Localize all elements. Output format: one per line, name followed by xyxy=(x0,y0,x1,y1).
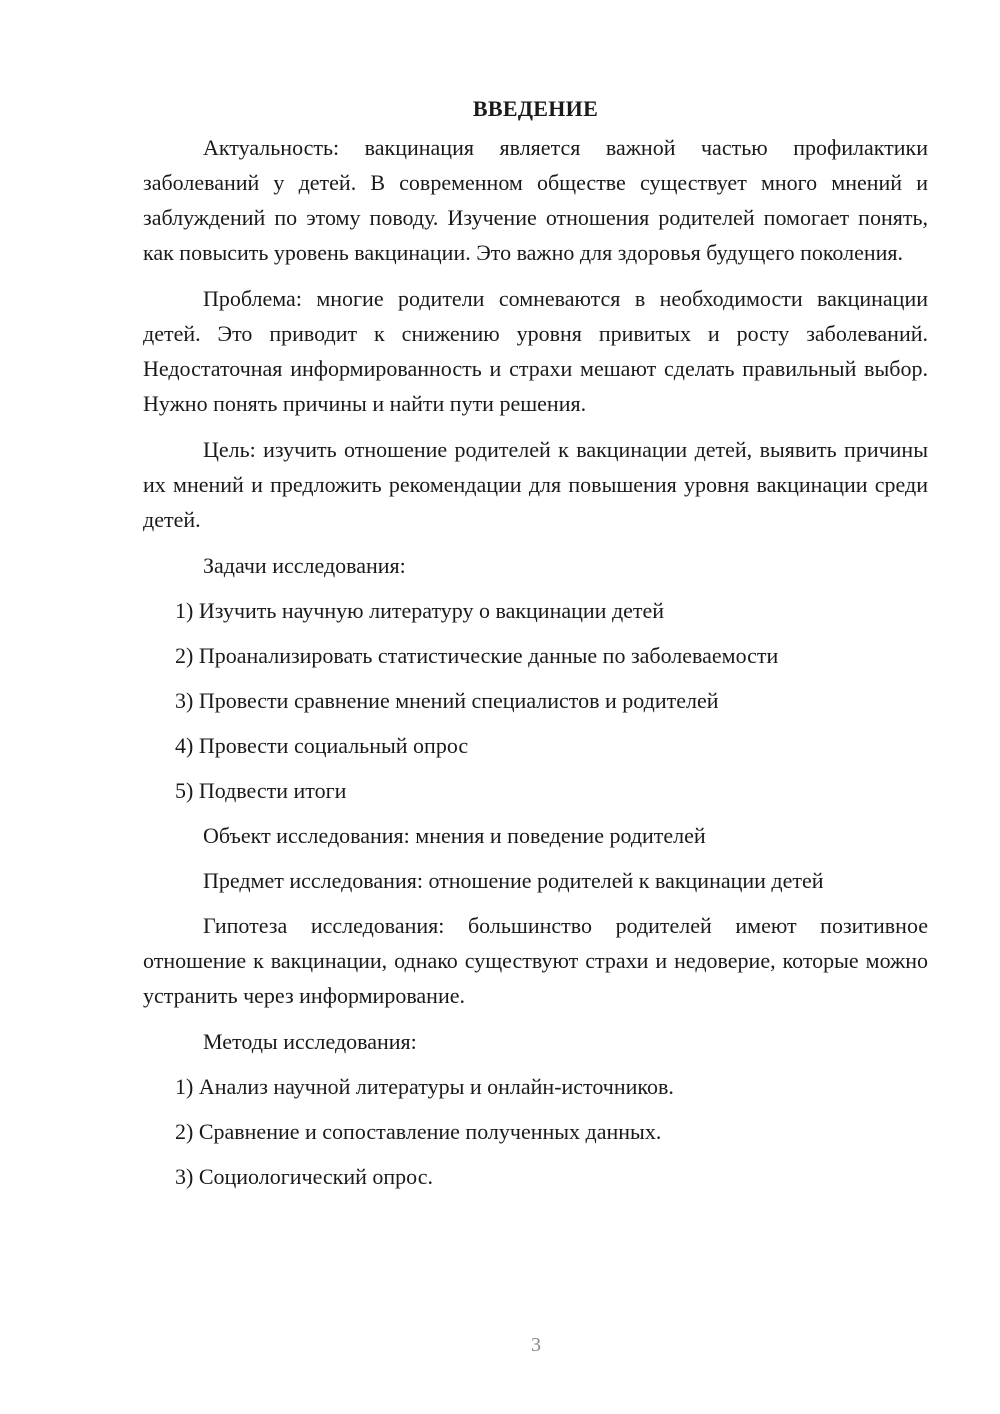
object-line: Объект исследования: мнения и поведение родителей xyxy=(203,823,706,848)
goal-paragraph: Цель: изучить отношение родителей к вакцинации детей, выявить причины их мнений и предложить рекомендации для повышения уровня вакцинации среди детей. xyxy=(143,437,928,532)
task-item: 1) Изучить научную литературу о вакцинации детей xyxy=(175,598,665,623)
problem-paragraph: Проблема: многие родители сомневаются в необходимости вакцинации детей. Это приводит к снижению уровня привитых и росту заболеваний. Недостаточная информированность и страхи мешают сделать правильный выбор. Нужно понять причины и найти пути решения. xyxy=(143,286,928,416)
task-item: 4) Провести социальный опрос xyxy=(175,733,469,758)
methods-title: Методы исследования: xyxy=(203,1029,417,1054)
section-heading: ВВЕДЕНИЕ xyxy=(472,96,599,121)
hypothesis-paragraph: Гипотеза исследования: большинство родителей имеют позитивное отношение к вакцинации, однако существуют страхи и недоверие, которые можно устранить через информирование. xyxy=(143,913,928,1008)
page-number: 3 xyxy=(531,1334,541,1356)
task-item: 3) Провести сравнение мнений специалистов и родителей xyxy=(175,688,719,713)
tasks-title: Задачи исследования: xyxy=(203,553,406,578)
method-item: 3) Социологический опрос. xyxy=(175,1164,433,1189)
method-item: 2) Сравнение и сопоставление полученных данных. xyxy=(175,1119,662,1144)
task-item: 5) Подвести итоги xyxy=(175,778,347,803)
method-item: 1) Анализ научной литературы и онлайн-источников. xyxy=(175,1074,674,1099)
document-page xyxy=(143,92,928,1204)
relevance-paragraph: Актуальность: вакцинация является важной частью профилактики заболеваний у детей. В современном обществе существует много мнений и заблуждений по этому поводу. Изучение отношения родителей помогает понять, как повысить уровень вакцинации. Это важно для здоровья будущего поколения. xyxy=(143,135,928,265)
task-item: 2) Проанализировать статистические данные по заболеваемости xyxy=(175,643,779,668)
subject-line: Предмет исследования: отношение родителей к вакцинации детей xyxy=(203,868,824,893)
